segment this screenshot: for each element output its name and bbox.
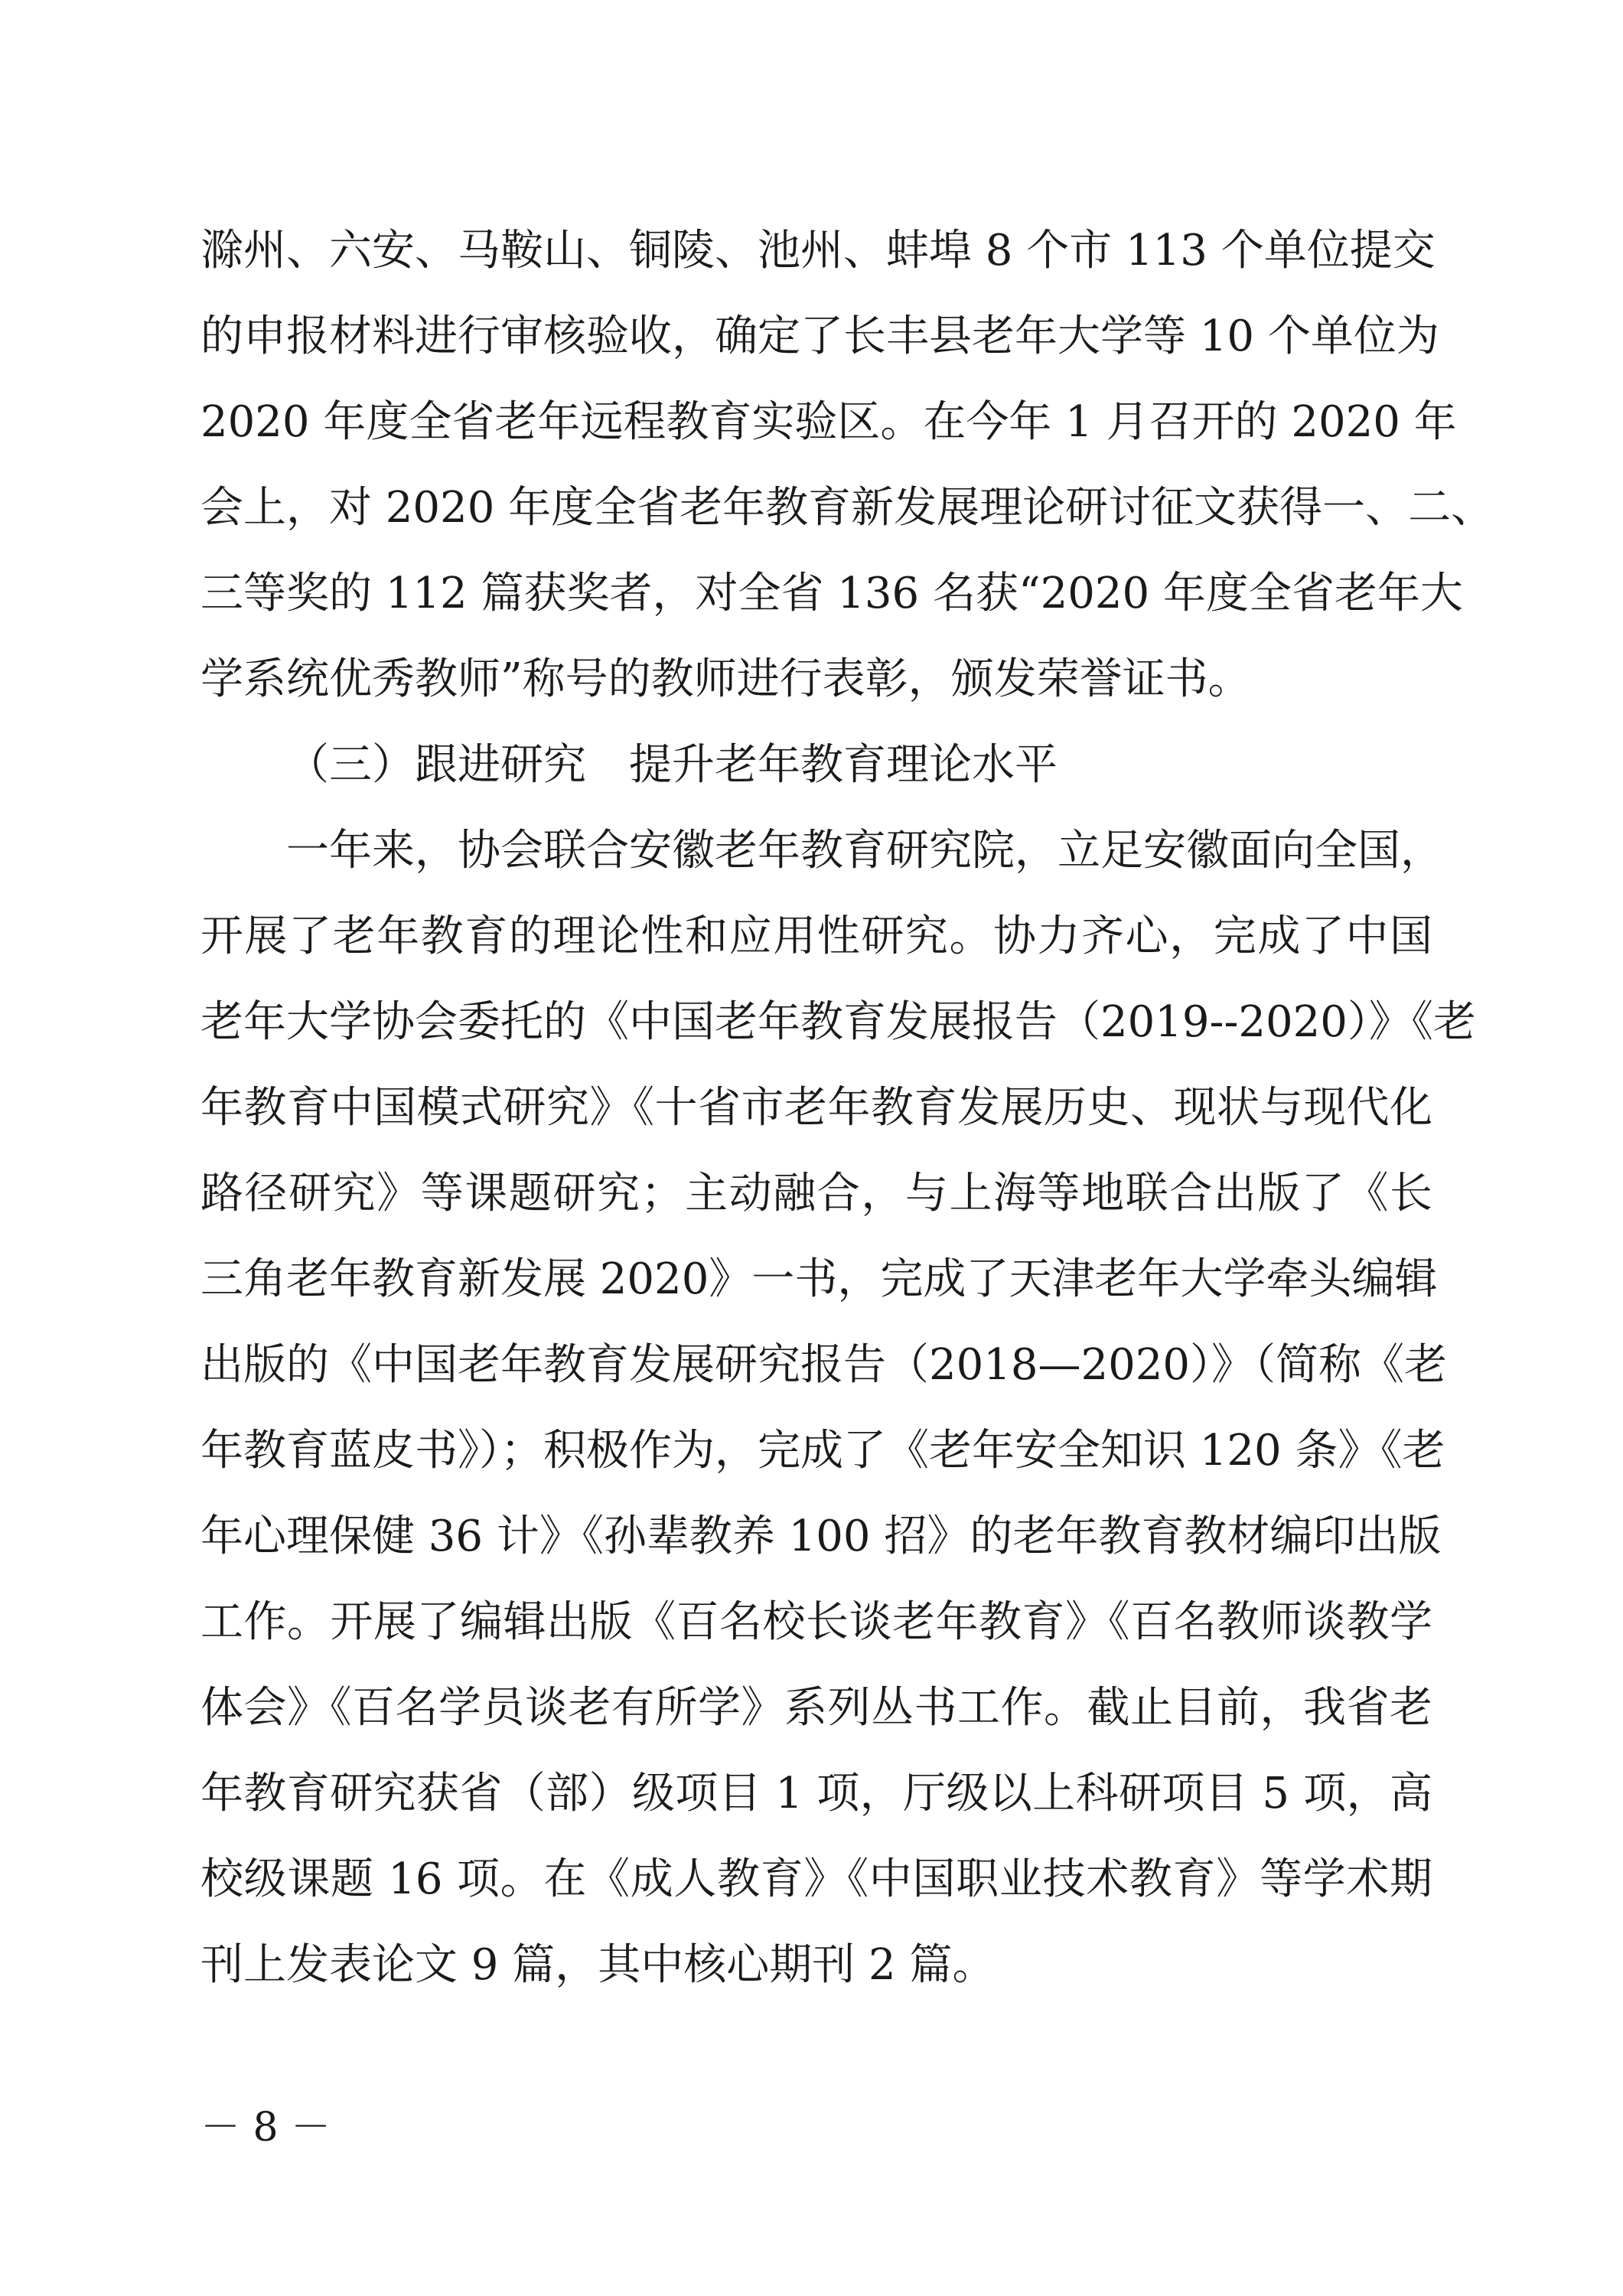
paragraph-line-2: 的申报材料进行审核验收，确定了长丰县老年大学等 10 个单位为 (200, 311, 1439, 361)
paragraph-line-3: 2020 年度全省老年远程教育实验区。在今年 1 月召开的 2020 年 (200, 397, 1457, 447)
paragraph-line-6: 学系统优秀教师”称号的教师进行表彰，颁发荣誉证书。 (200, 654, 1251, 704)
paragraph-line-13: 三角老年教育新发展 2020》一书，完成了天津老年大学牵头编辑 (200, 1254, 1438, 1304)
paragraph-line-5: 三等奖的 112 篇获奖者，对全省 136 名获“2020 年度全省老年大 (200, 569, 1463, 618)
body-text (200, 208, 1494, 2008)
paragraph-line-9: 开展了老年教育的理论性和应用性研究。协力齐心，完成了中国 (200, 912, 1432, 961)
paragraph-line-16: 年心理保健 36 计》《孙辈教养 100 招》的老年教育教材编印出版 (200, 1512, 1442, 1561)
paragraph-line-1: 滁州、六安、马鞍山、铜陵、池州、蚌埠 8 个市 113 个单位提交 (200, 226, 1436, 276)
paragraph-line-15: 年教育蓝皮书》）；积极作为，完成了《老年安全知识 120 条》《老 (200, 1426, 1445, 1476)
paragraph-line-12: 路径研究》等课题研究；主动融合，与上海等地联合出版了《长 (200, 1169, 1432, 1218)
paragraph-line-11: 年教育中国模式研究》《十省市老年教育发展历史、现状与现代化 (200, 1083, 1432, 1133)
paragraph-line-14: 出版的《中国老年教育发展研究报告（2018—2020）》（简称《老 (200, 1340, 1448, 1390)
paragraph-line-4: 会上，对 2020 年度全省老年教育新发展理论研讨征文获得一、二、 (200, 483, 1494, 533)
page-number: － 8 － (200, 2105, 331, 2151)
paragraph-line-8: 一年来，协会联合安徽老年教育研究院，立足安徽面向全国， (286, 826, 1443, 876)
paragraph-line-21: 刊上发表论文 9 篇，其中核心期刊 2 篇。 (200, 1940, 996, 1990)
paragraph-line-10: 老年大学协会委托的《中国老年教育发展报告（2019--2020）》《老 (200, 997, 1476, 1047)
paragraph-line-17: 工作。开展了编辑出版《百名校长谈老年教育》《百名教师谈教学 (200, 1597, 1432, 1647)
paragraph-line-19: 年教育研究获省（部）级项目 1 项，厅级以上科研项目 5 项，高 (200, 1769, 1432, 1818)
paragraph-line-20: 校级课题 16 项。在《成人教育》《中国职业技术教育》等学术期 (200, 1854, 1432, 1904)
paragraph-line-18: 体会》《百名学员谈老有所学》系列丛书工作。截止目前，我省老 (200, 1683, 1432, 1733)
section-heading: （三）跟进研究 提升老年教育理论水平 (286, 740, 1058, 790)
